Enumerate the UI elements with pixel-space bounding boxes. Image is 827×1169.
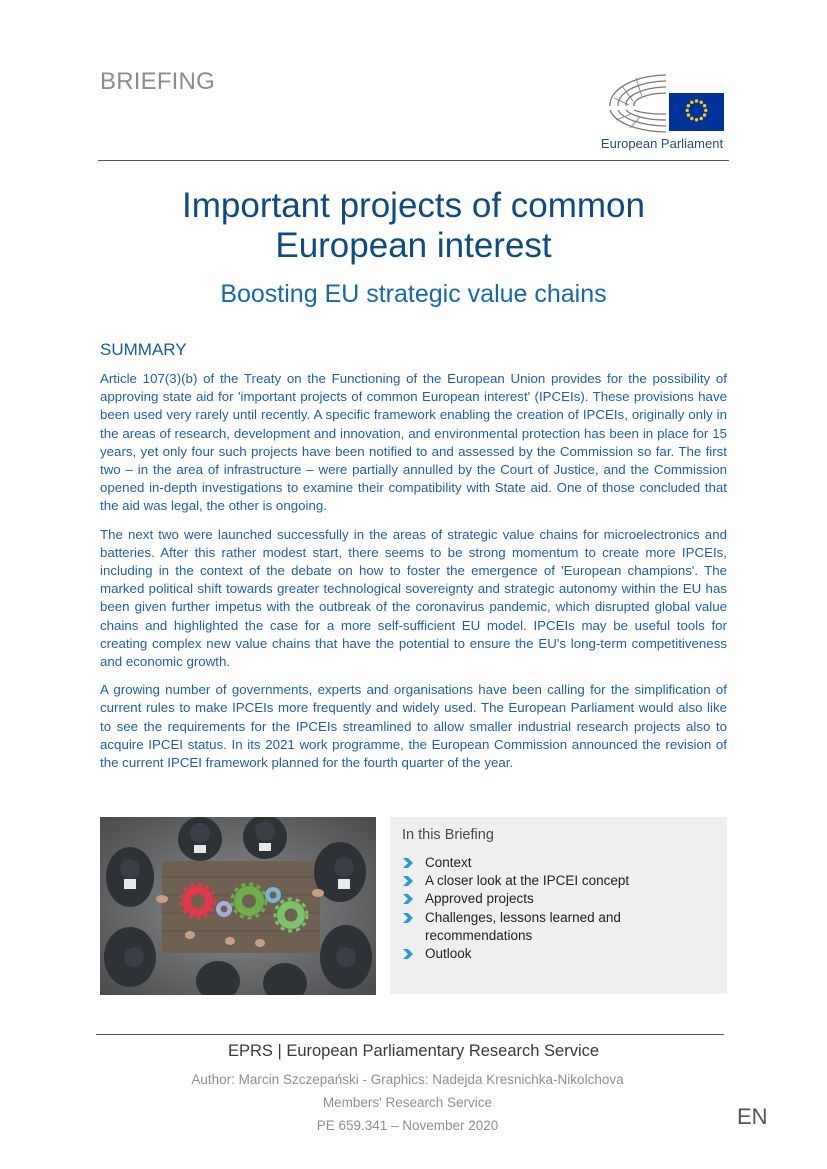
- header-divider: [98, 160, 729, 161]
- summary-paragraph: Article 107(3)(b) of the Treaty on the Functioning of the European Union provides for the possibility of approving state aid for 'important projects of common European interest' (IPCEIs). These provisions have been used very rarely until recently. A specific framework enabling the creation of IPCEIs, originally only in the areas of research, development and innovation, and environmental protection has been in place for 15 years, yet only four such projects have been notified to and assessed by the Commission so far. The first two – in the area of infrastructure – were partially annulled by the Court of Justice, and the Commission opened in-depth investigations to examine their compatibility with State aid. One of those concluded that the aid was legal, the other is ongoing.: [100, 371, 727, 514]
- footer-divider: [96, 1034, 724, 1035]
- in-this-briefing-heading: In this Briefing: [402, 827, 494, 843]
- european-parliament-logo-text: European Parliament: [600, 136, 724, 151]
- chevron-right-icon: [402, 948, 414, 960]
- list-item-label: Context: [425, 855, 472, 870]
- footer-reference: PE 659.341 – November 2020: [316, 1118, 499, 1133]
- chevron-right-icon: [402, 875, 414, 887]
- footer-service-name: EPRS | European Parliamentary Research Service: [227, 1042, 600, 1060]
- briefing-contents-list: [402, 854, 705, 963]
- list-item-label: Outlook: [425, 946, 472, 962]
- language-code: EN: [737, 1104, 768, 1129]
- summary-heading: SUMMARY: [100, 340, 187, 359]
- list-item-label: Challenges, lessons learned and recommendations: [425, 909, 621, 943]
- chevron-right-icon: [402, 893, 414, 905]
- list-item: [402, 909, 705, 945]
- list-item-label: A closer look at the IPCEI concept: [425, 873, 630, 889]
- summary-body: [100, 370, 727, 782]
- list-item: [402, 872, 705, 890]
- summary-paragraph: A growing number of governments, experts and organisations have been calling for the simplification of current rules to make IPCEIs more frequently and widely used. The European Parliament would also like to see the requirements for the IPCEIs streamlined to allow smaller industrial research projects also to acquire IPCEI status. In its 2021 work programme, the European Commission announced the revision of the current IPCEI framework planned for the fourth quarter of the year.: [100, 682, 727, 771]
- list-item-label: Approved projects: [425, 891, 534, 907]
- footer-unit: Members' Research Service: [322, 1095, 493, 1110]
- chevron-right-icon: [402, 912, 414, 924]
- footer-author: Author: Marcin Szczepański - Graphics: Nadejda Kresnichka-Nikolchova: [191, 1072, 624, 1087]
- page-title: [100, 186, 727, 266]
- in-this-briefing-box: [390, 817, 727, 994]
- chevron-right-icon: [402, 857, 414, 869]
- page-subtitle: Boosting EU strategic value chains: [220, 280, 607, 308]
- doc-type-label: BRIEFING: [100, 68, 215, 95]
- list-item: [402, 945, 705, 963]
- title-line-1: Important projects of common: [182, 186, 645, 225]
- list-item: [402, 890, 705, 908]
- title-line-2: European interest: [275, 226, 552, 265]
- cover-photo-gears-teamwork: [100, 817, 376, 995]
- summary-paragraph: The next two were launched successfully in the areas of strategic value chains for microelectronics and batteries. After this rather modest start, there seems to be strong momentum to create more IPCEIs, including in the context of the debate on how to foster the emergence of 'European champions'. The marked political shift towards greater technological sovereignty and strategic autonomy within the EU has been given further impetus with the outbreak of the coronavirus pandemic, which disrupted global value chains and highlighted the case for a more self-sufficient EU model. IPCEIs may be useful tools for creating complex new value chains that have the potential to ensure the EU's long-term competitiveness and economic growth.: [100, 526, 727, 670]
- list-item: [402, 854, 705, 872]
